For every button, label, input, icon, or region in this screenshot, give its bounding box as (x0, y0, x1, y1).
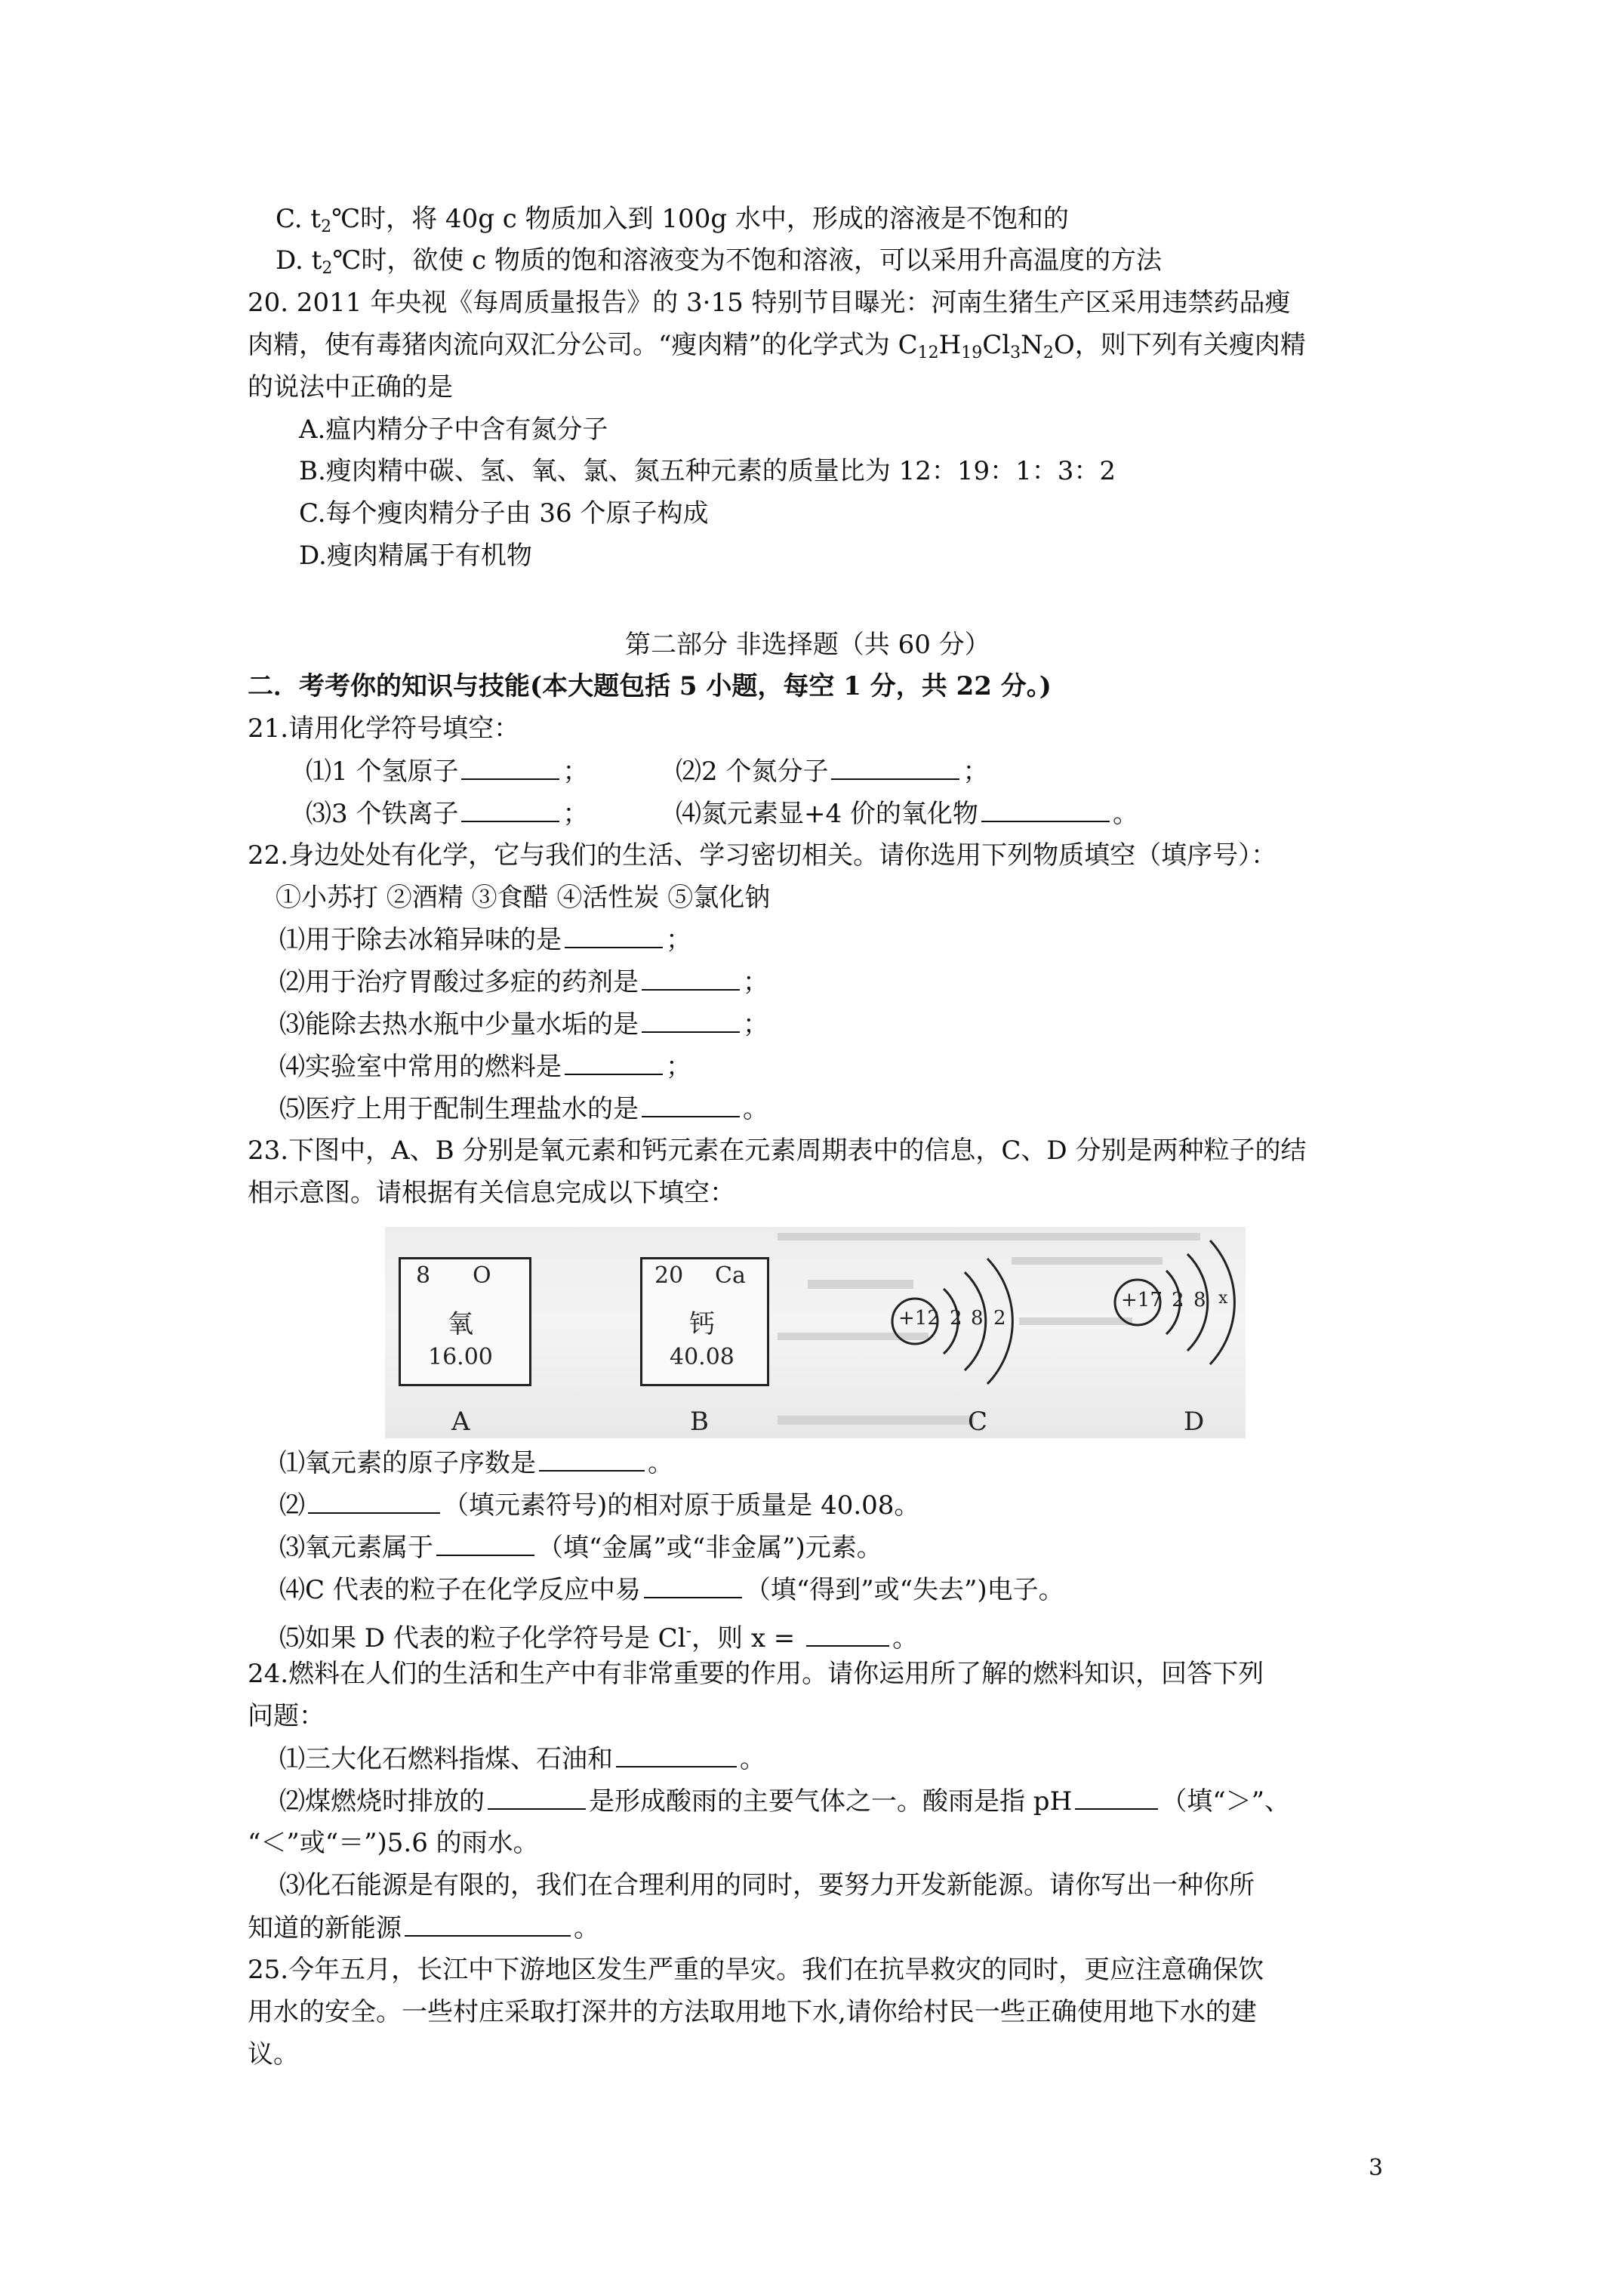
q21-item-1: ⑴1 个氢原子 ； (306, 753, 588, 790)
q23-stem-line2: 相示意图。请根据有关信息完成以下填空： (248, 1178, 735, 1208)
q19-option-c: C. $t_2℃$时，将 40g c 物质加入到 100g 水中，形成的溶液是不饱和的 (276, 204, 1069, 236)
section2-title: 二．考考你的知识与技能(本大题包括 5 小题，每空 1 分，共 22 分。) (248, 671, 1052, 701)
q24-sub-2-line2: “＜”或“＝”)5.6 的雨水。 (248, 1828, 539, 1858)
q23-sub-2: ⑵ （填元素符号)的相对原于质量是 40.08。 (279, 1487, 919, 1524)
calcium-symbol: Ca (715, 1262, 746, 1289)
q22-blank-5[interactable] (642, 1090, 740, 1117)
q23-stem-line1: 23.下图中，A、B 分别是氧元素和钙元素在元素周期表中的信息，C、D 分别是两种粒子的结 (248, 1136, 1307, 1166)
q23-sub-4: ⑷C 代表的粒子在化学反应中易 （填“得到”或“失去”)电子。 (279, 1571, 1064, 1608)
q22-item-4: ⑷实验室中常用的燃料是 ； (279, 1048, 691, 1085)
oxygen-name: 氧 (448, 1309, 473, 1339)
q24-sub-3-line1: ⑶化石能源是有限的，我们在合理利用的同时，要努力开发新能源。请你写出一种你所 (279, 1870, 1255, 1900)
label-b: B (690, 1407, 709, 1437)
calcium-mass: 40.08 (670, 1344, 735, 1370)
q25-stem-line1: 25.今年五月，长江中下游地区发生严重的旱灾。我们在抗旱救灾的同时，更应注意确保饮 (248, 1955, 1264, 1985)
q23-sub-3: ⑶氧元素属于 （填“金属”或“非金属”)元素。 (279, 1529, 882, 1566)
particle-d-charge: +17 (1121, 1289, 1163, 1311)
q25-stem-line3: 议。 (248, 2039, 299, 2069)
q20-stem-line1: 20. 2011 年央视《每周质量报告》的 3·15 特别节目曝光：河南生猪生产区采用违禁药品瘦 (248, 288, 1291, 318)
q21-item-4: ⑷氮元素显+4 价的氧化物 。 (676, 795, 1138, 832)
oxygen-mass: 16.00 (428, 1344, 493, 1370)
calcium-name: 钙 (689, 1309, 715, 1339)
calcium-atomic-number: 20 (654, 1262, 684, 1289)
q21-blank-2[interactable] (831, 753, 959, 780)
label-c: C (968, 1407, 988, 1437)
particle-d-shell-1-count: 2 (1172, 1289, 1184, 1311)
q22-substances: ①小苏打 ②酒精 ③食醋 ④活性炭 ⑤氯化钠 (276, 883, 771, 913)
oxygen-atomic-number: 8 (416, 1262, 431, 1289)
q23-blank-1[interactable] (539, 1444, 645, 1472)
q25-stem-line2: 用水的安全。一些村庄采取打深井的方法取用地下水,请你给村民一些正确使用地下水的建 (248, 1997, 1257, 2027)
q20-stem-line2: 肉精，使有毒猪肉流向双汇分公司。“瘦肉精”的化学式为 $C_{12}H_{19}Cl_3N_2O$，则下列有关瘦肉精 (248, 330, 1306, 362)
q22-blank-3[interactable] (642, 1006, 740, 1033)
particle-d-shell-3-count: x (1218, 1289, 1228, 1308)
particle-d-diagram (1106, 1234, 1257, 1393)
q23-blank-3[interactable] (436, 1529, 534, 1556)
q20-option-d: D.瘦肉精属于有机物 (299, 541, 532, 571)
q24-stem-line1: 24.燃料在人们的生活和生产中有非常重要的作用。请你运用所了解的燃料知识，回答下列 (248, 1659, 1264, 1689)
q24-blank-4[interactable] (405, 1909, 571, 1937)
q24-sub-3-line2: 知道的新能源 。 (248, 1909, 599, 1946)
page-number: 3 (1369, 2155, 1384, 2181)
q24-blank-3[interactable] (1075, 1783, 1158, 1810)
q21-item-2: ⑵2 个氮分子 ； (676, 753, 988, 790)
label-d: D (1184, 1407, 1205, 1437)
q21-stem: 21.请用化学符号填空： (248, 713, 520, 744)
q22-stem: 22.身边处处有化学，它与我们的生活、学习密切相关。请你选用下列物质填空（填序号）： (248, 840, 1277, 871)
q22-item-1: ⑴用于除去冰箱异味的是 ； (279, 921, 691, 958)
q23-sub-5: ⑸如果 D 代表的粒子化学符号是 Cl-，则 x = 。 (279, 1613, 918, 1657)
calcium-element-box (640, 1257, 769, 1386)
oxygen-symbol: O (473, 1262, 491, 1289)
q23-blank-2[interactable] (308, 1487, 440, 1514)
particle-c-charge: +12 (898, 1307, 940, 1330)
q20-option-c: C.每个瘦肉精分子由 36 个原子构成 (299, 498, 709, 529)
part2-title: 第二部分 非选择题（共 60 分） (625, 630, 990, 660)
q23-blank-4[interactable] (644, 1571, 742, 1598)
q20-stem-line3: 的说法中正确的是 (248, 372, 453, 402)
q24-blank-1[interactable] (616, 1740, 737, 1767)
q21-item-3: ⑶3 个铁离子 ； (306, 795, 588, 832)
q19-option-d: D. $t_2℃$时，欲使 c 物质的饱和溶液变为不饱和溶液，可以采用升高温度的方法 (276, 245, 1163, 278)
q21-blank-3[interactable] (461, 795, 559, 822)
q22-blank-4[interactable] (565, 1048, 663, 1075)
particle-c-shell-2-count: 8 (971, 1307, 984, 1330)
q20-option-b: B.瘦肉精中碳、氢、氧、氯、氮五种元素的质量比为 12：19：1：3：2 (299, 456, 1116, 486)
q24-stem-line2: 问题： (248, 1701, 325, 1731)
particle-c-shell-3-count: 2 (993, 1307, 1006, 1330)
q24-sub-1: ⑴三大化石燃料指煤、石油和 。 (279, 1740, 765, 1777)
q21-blank-4[interactable] (981, 795, 1110, 822)
q24-sub-2: ⑵煤燃烧时排放的 是形成酸雨的主要气体之一。酸雨是指 pH （填“＞”、 (279, 1783, 1290, 1820)
q22-item-3: ⑶能除去热水瓶中少量水垢的是 ； (279, 1006, 768, 1043)
q21-blank-1[interactable] (461, 753, 559, 780)
q22-item-2: ⑵用于治疗胃酸过多症的药剂是 ； (279, 963, 768, 1000)
q24-blank-2[interactable] (488, 1783, 586, 1810)
particle-c-shell-1-count: 2 (950, 1307, 962, 1330)
q23-blank-5[interactable] (806, 1620, 889, 1647)
particle-d-shell-2-count: 8 (1193, 1289, 1206, 1311)
q22-blank-1[interactable] (565, 921, 663, 948)
q20-option-a: A.瘟内精分子中含有氮分子 (299, 415, 608, 445)
q23-figure (385, 1227, 1246, 1438)
oxygen-element-box (399, 1257, 531, 1386)
label-a: A (451, 1407, 470, 1437)
q23-sub-1: ⑴氧元素的原子序数是 。 (279, 1444, 673, 1481)
q22-item-5: ⑸医疗上用于配制生理盐水的是 。 (279, 1090, 768, 1127)
q22-blank-2[interactable] (642, 963, 740, 991)
